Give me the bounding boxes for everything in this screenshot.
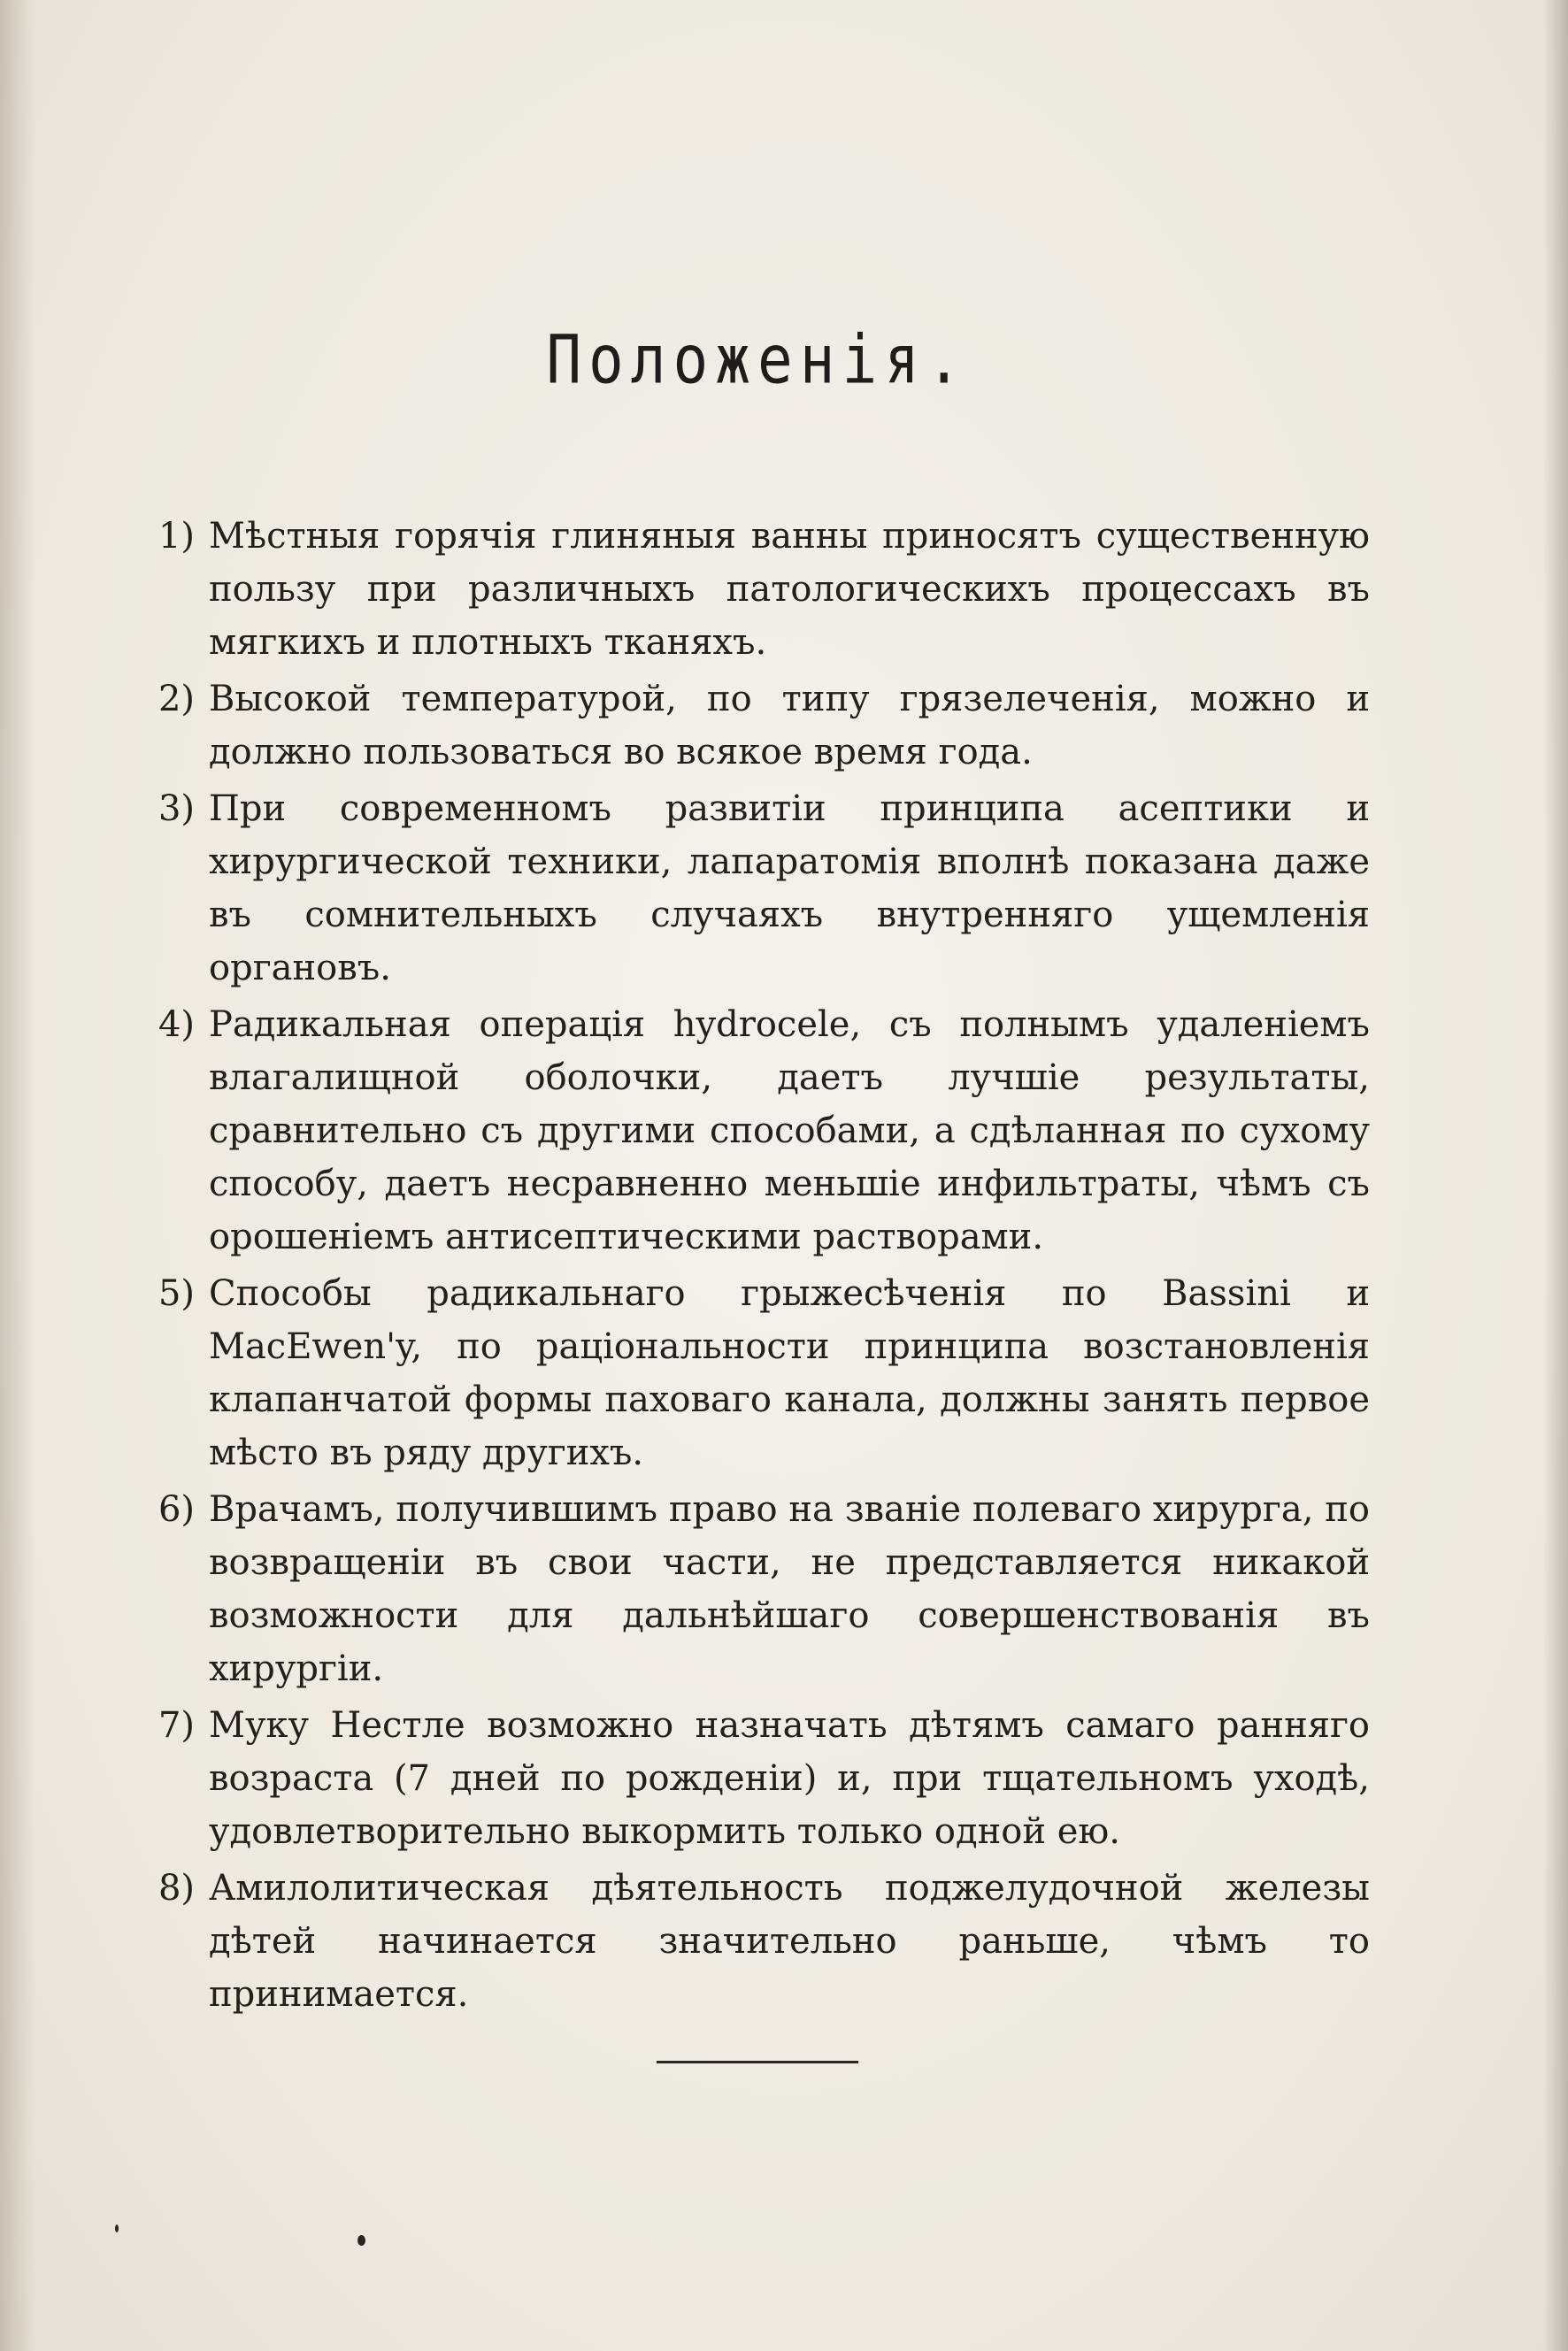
thesis-number: 2): [158, 679, 195, 719]
thesis-item-8: [131, 1862, 1370, 2021]
thesis-text: Врачамъ, получившимъ право на званіе полеваго хирурга, по возвращеніи въ свои части, не представляется никакой возможности для дальнѣйшаго совершенствованія въ хирургіи.: [209, 1489, 1370, 1689]
thesis-item-3: [131, 782, 1370, 995]
thesis-item-4: [131, 998, 1370, 1264]
thesis-item-2: [131, 672, 1370, 779]
thesis-text: Радикальная операція hydrocele, съ полнымъ удаленіемъ влагалищной оболочки, даетъ лучшіе результаты, сравнительно съ другими способами, а сдѣланная по сухому способу, даетъ несравненно меньшіе инфильтраты, чѣмъ съ орошеніемъ антисептическими растворами.: [209, 1004, 1370, 1257]
thesis-text: При современномъ развитіи принципа асептики и хирургической техники, лапаратомія вполнѣ показана даже въ сомнительныхъ случаяхъ внутренняго ущемленія органовъ.: [209, 788, 1370, 988]
thesis-number: 4): [158, 1004, 195, 1045]
closing-rule-divider: [657, 2061, 858, 2063]
theses-list: [131, 510, 1370, 2024]
thesis-text: Амилолитическая дѣятельность поджелудочной железы дѣтей начинается значительно раньше, чѣмъ то принимается.: [209, 1868, 1370, 2015]
thesis-item-7: [131, 1699, 1370, 1858]
thesis-number: 5): [158, 1273, 195, 1314]
page-title: Положенія.: [546, 320, 969, 399]
thesis-number: 6): [158, 1489, 195, 1530]
paper-speck: [357, 2235, 365, 2246]
thesis-number: 8): [158, 1868, 195, 1909]
thesis-item-6: [131, 1483, 1370, 1695]
thesis-item-5: [131, 1267, 1370, 1479]
right-page-edge-shadow: [1543, 0, 1568, 2351]
thesis-text: Высокой температурой, по типу грязелеченія, можно и должно пользоваться во всякое время года.: [209, 679, 1370, 772]
thesis-number: 1): [158, 516, 195, 557]
thesis-text: Муку Нестле возможно назначать дѣтямъ самаго ранняго возраста (7 дней по рожденіи) и, при тщательномъ уходѣ, удовлетворительно выкормить только одной ею.: [209, 1705, 1370, 1852]
thesis-number: 7): [158, 1705, 195, 1746]
paper-speck: [115, 2224, 119, 2232]
thesis-text: Мѣстныя горячія глиняныя ванны приносятъ существенную пользу при различныхъ патологическихъ процессахъ въ мягкихъ и плотныхъ тканяхъ.: [209, 516, 1370, 663]
thesis-item-1: [131, 510, 1370, 669]
thesis-number: 3): [158, 788, 195, 829]
thesis-text: Способы радикальнаго грыжесѣченія по Bassini и MacEwen'y, по раціональности принципа возстановленія клапанчатой формы паховаго канала, должны занять первое мѣсто въ ряду другихъ.: [209, 1273, 1370, 1473]
